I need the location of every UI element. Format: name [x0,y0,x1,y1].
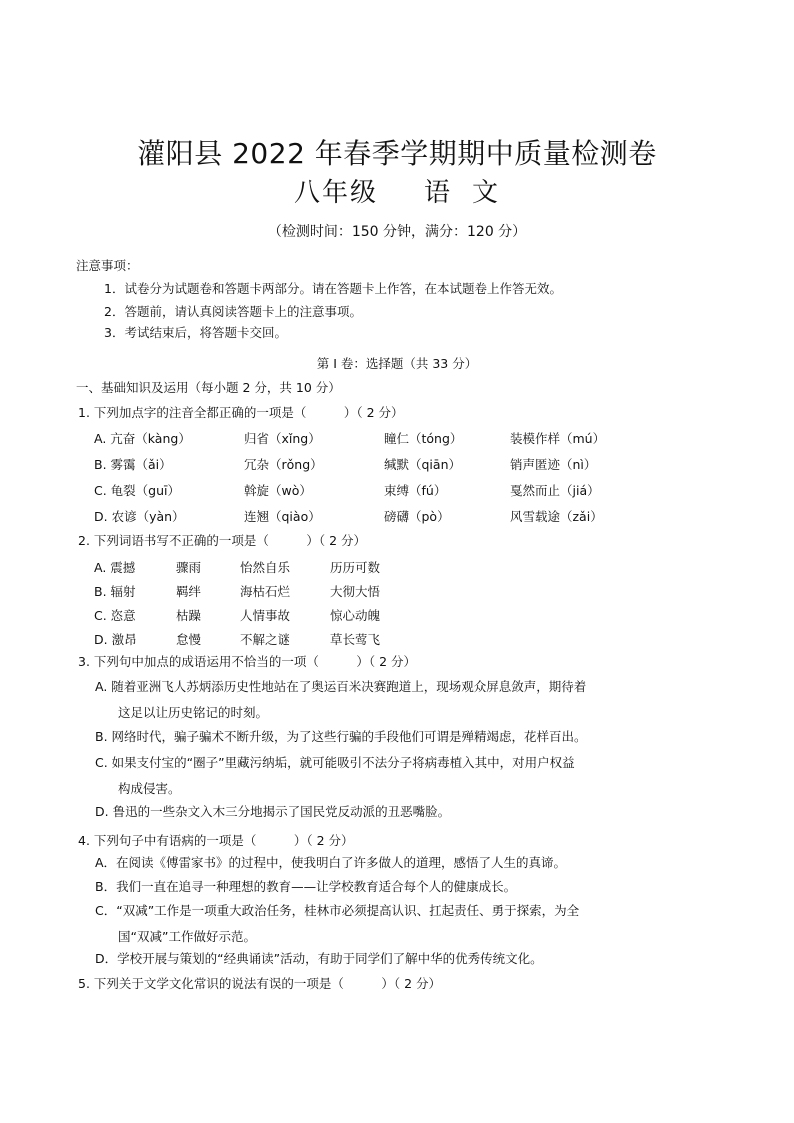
notice-item-3: 3．考试结束后，将答题卡交回。 [104,325,287,340]
option-cell: C. 恣意 [94,608,136,623]
option-cell: 羁绊 [176,584,202,599]
option-cell: 草长莺飞 [330,632,381,647]
option-cell: 怠慢 [176,632,202,647]
grade-subject-line [0,172,794,209]
question-1-stem: 1. 下列加点字的注音全都正确的一项是（ ）（ 2 分） [78,405,404,420]
option-cell: B. 辐射 [94,584,136,599]
question-2-option-row [94,630,734,650]
option-text-continued: 这足以让历史铭记的时刻。 [118,705,269,720]
subject-char-2: 文 [472,178,501,208]
option-cell: 瞳仁（tóng） [384,431,463,446]
question-1-option-row [94,481,734,501]
option-cell: 枯躁 [176,608,202,623]
part-title: 一、基础知识及运用（每小题 2 分，共 10 分） [76,380,341,395]
option-cell: D. 激昂 [94,632,137,647]
question-2-option-row [94,582,734,602]
question-1-option-row [94,455,734,475]
option-cell: A. 震撼 [94,560,136,575]
question-4-option-b: B．我们一直在追寻一种理想的教育——让学校教育适合每个人的健康成长。 [95,879,517,894]
question-3-stem: 3. 下列句中加点的成语运用不恰当的一项（ ）（ 2 分） [78,654,417,669]
option-cell: 不解之谜 [240,632,291,647]
grade: 八年级 [293,178,378,208]
question-3-option-d: D. 鲁迅的一些杂文入木三分地揭示了国民党反动派的丑恶嘴脸。 [95,804,451,819]
option-cell: B. 雾霭（ǎi） [94,457,172,472]
option-cell: 连翘（qiào） [244,509,321,524]
option-text: A. 随着亚洲飞人苏炳添历史性地站在了奥运百米决赛跑道上，现场观众屏息敛声，期待着 [95,679,587,694]
question-1-option-row [94,507,734,527]
option-cell: D. 农谚（yàn） [94,509,185,524]
notice-item-2: 2．答题前，请认真阅读答题卡上的注意事项。 [104,304,362,319]
question-3-option-a [95,674,655,726]
question-4-option-a: A．在阅读《傅雷家书》的过程中，使我明白了许多做人的道理，感悟了人生的真谛。 [95,855,567,870]
option-cell: 缄默（qiān） [384,457,461,472]
option-cell: 销声匿迹（nì） [510,457,597,472]
option-cell: 骤雨 [176,560,202,575]
question-4-option-c [95,898,655,950]
option-cell: 海枯石烂 [240,584,291,599]
section-title: 第 I 卷：选择题（共 33 分） [316,356,478,371]
option-cell: 归省（xǐng） [244,431,321,446]
option-text-continued: 构成侵害。 [118,781,181,796]
option-cell: 风雪载途（zǎi） [510,509,603,524]
question-2-stem: 2. 下列词语书写不正确的一项是（ ）（ 2 分） [78,533,367,548]
option-cell: C. 龟裂（guī） [94,483,181,498]
option-cell: 惊心动魄 [330,608,381,623]
option-text: C. 如果支付宝的“圈子”里藏污纳垢，就可能吸引不法分子将病毒植入其中，对用户权益 [95,755,575,770]
notice-heading: 注意事项： [76,258,139,273]
option-cell: 戛然而止（jiá） [510,483,600,498]
option-text-continued: 国“双减”工作做好示范。 [118,929,256,944]
question-4-stem: 4. 下列句子中有语病的一项是（ ）（ 2 分） [78,833,354,848]
option-cell: 斡旋（wò） [244,483,312,498]
option-cell: 怡然自乐 [240,560,291,575]
notice-item-1: 1．试卷分为试题卷和答题卡两部分。请在答题卡上作答，在本试题卷上作答无效。 [104,281,562,296]
subject-char-1: 语 [423,178,452,208]
question-2-option-row [94,606,734,626]
question-4-option-d: D．学校开展与策划的“经典诵读”活动，有助于同学们了解中华的优秀传统文化。 [95,951,543,966]
option-cell: 束缚（fú） [384,483,447,498]
option-cell: 大彻大悟 [330,584,381,599]
question-3-option-c [95,750,655,802]
exam-time-score: （检测时间：150 分钟，满分：120 分） [267,224,527,240]
option-text: C．“双减”工作是一项重大政治任务，桂林市必须提高认识、扛起责任、勇于探索，为全 [95,903,580,918]
question-1-option-row [94,429,734,449]
option-cell: 装模作样（mú） [510,431,606,446]
question-3-option-b: B. 网络时代，骗子骗术不断升级，为了这些行骗的手段他们可谓是殚精竭虑，花样百出。 [95,729,587,744]
option-cell: 磅礴（pò） [384,509,450,524]
exam-title: 灌阳县 2022 年春季学期期中质量检测卷 [137,137,657,170]
option-cell: A. 亢奋（kàng） [94,431,191,446]
question-2-option-row [94,558,734,578]
option-cell: 冗杂（rǒng） [244,457,323,472]
option-cell: 人情事故 [240,608,291,623]
question-5-stem: 5. 下列关于文学文化常识的说法有误的一项是（ ）（ 2 分） [78,976,442,991]
option-cell: 历历可数 [330,560,381,575]
